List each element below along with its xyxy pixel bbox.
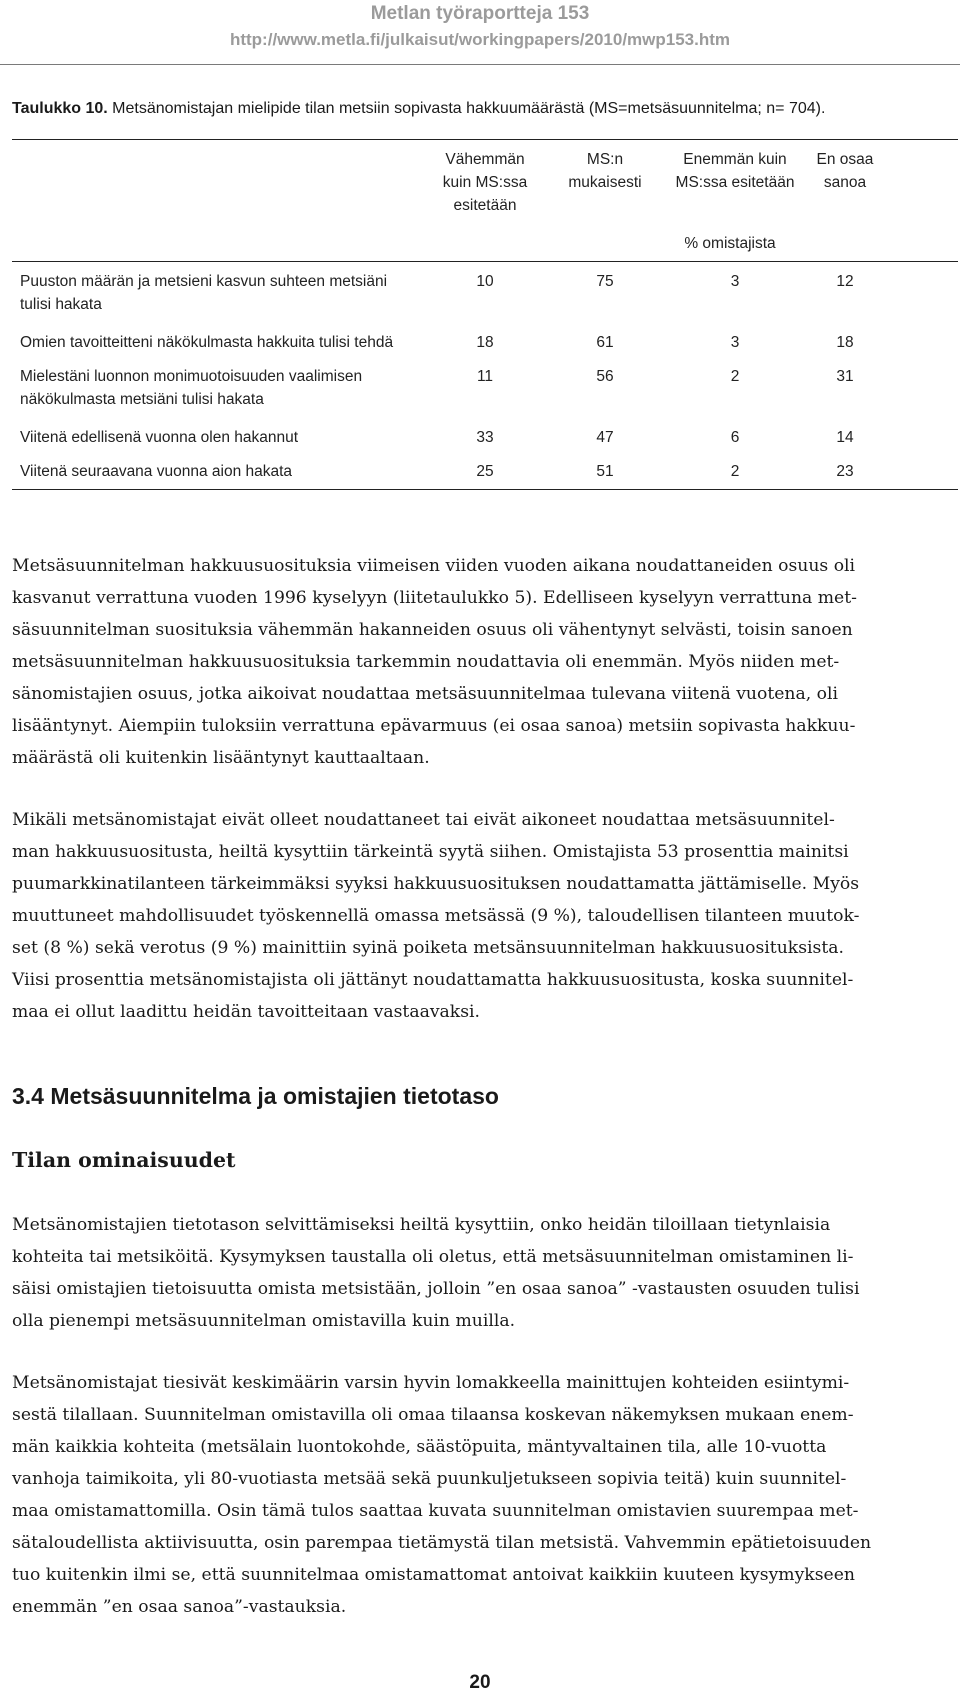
column-header-line: En osaa [816, 151, 874, 168]
cell-more: 6 [730, 429, 740, 446]
cell-less: 11 [476, 368, 494, 385]
column-header-line: sanoa [823, 174, 867, 191]
table-header-rule [12, 261, 958, 262]
cell-as-planned: 56 [596, 368, 614, 385]
cell-more: 3 [730, 334, 740, 351]
text-line: sestä tilallaan. Suunnitelman omistavilla oli omaa tilaansa koskevan näkemyksen mukaan enem- [12, 1405, 854, 1425]
text-line: Metsänomistajien tietotason selvittämiseksi heiltä kysyttiin, onko heidän tiloillaan tietynlaisia [12, 1215, 831, 1235]
cell-as-planned: 47 [596, 429, 614, 446]
table-caption [12, 100, 825, 118]
text-line: man hakkuusuositusta, heiltä kysyttiin tärkeintä syytä siihen. Omistajista 53 prosenttia mainitsi [12, 842, 849, 862]
series-title: Metlan työraportteja 153 [370, 3, 590, 24]
cell-less: 18 [476, 334, 494, 351]
table-caption-number: Taulukko 10. [12, 100, 108, 117]
column-header-line: Enemmän kuin [683, 151, 787, 168]
text-line: puumarkkinatilanteen tärkeimmäksi syyksi hakkuusuosituksen noudattamatta jättämiselle. Myös [12, 874, 860, 894]
column-header-line: MS:n [586, 151, 624, 168]
text-line: maa ei ollut laadittu heidän tavoitteitaan vastaavaksi. [12, 1002, 480, 1022]
cell-more: 3 [730, 273, 740, 290]
paragraph [12, 1367, 958, 1623]
column-header-line: esitetään [453, 197, 517, 214]
paragraph [12, 550, 958, 774]
text-line: Mikäli metsänomistajat eivät olleet noudattaneet tai eivät aikoneet noudattaa metsäsuunnitel- [12, 810, 835, 830]
column-header-line: kuin MS:ssa [442, 174, 528, 191]
text-line: säsuunnitelman suosituksia vähemmän hakanneiden osuus oli vähentynyt selvästi, toisin sanoen [12, 620, 853, 640]
row-label [20, 270, 440, 316]
text-line: metsäsuunnitelman hakkuusuosituksia tarkemmin noudattavia oli enemmän. Myös niiden met- [12, 652, 840, 672]
text-line: sätaloudellista aktiivisuutta, osin parempaa tietämystä tilan metsistä. Vahvemmin epätietoisuuden [12, 1533, 872, 1553]
column-header-line: Vähemmän [445, 151, 525, 168]
column-header-line: mukaisesti [568, 174, 642, 191]
cell-more: 2 [730, 368, 740, 385]
cell-as-planned: 51 [596, 463, 614, 480]
table-caption-text: Metsänomistajan mielipide tilan metsiin sopivasta hakkuumäärästä (MS=metsäsuunnitelma; n= 704). [107, 100, 826, 117]
text-line: Metsäsuunnitelman hakkuusuosituksia viimeisen viiden vuoden aikana noudattaneiden osuus oli [12, 556, 856, 576]
text-line: kohteita tai metsiköitä. Kysymyksen taustalla oli oletus, että metsäsuunnitelman omistaminen li- [12, 1247, 854, 1267]
cell-less: 10 [476, 273, 494, 290]
text-line: män kaikkia kohteita (metsälain luontokohde, säästöpuita, mäntyvaltainen tila, alle 10-vuotta [12, 1437, 827, 1457]
text-line: Viisi prosenttia metsänomistajista oli jättänyt noudattamatta hakkuusuositusta, koska suunnitel- [12, 970, 854, 990]
cell-as-planned: 75 [596, 273, 614, 290]
row-label-line: tulisi hakata [20, 296, 102, 313]
row-label [20, 460, 440, 483]
paragraph [12, 1209, 958, 1337]
row-label-line: näkökulmasta metsiäni tulisi hakata [20, 391, 264, 408]
row-label-line: Puuston määrän ja metsieni kasvun suhteen metsiäni [20, 273, 388, 290]
text-line: maa omistamattomilla. Osin tämä tulos saattaa kuvata suunnitelman omistavien suurempaa met- [12, 1501, 859, 1521]
paragraph [12, 804, 958, 1028]
series-url[interactable]: http://www.metla.fi/julkaisut/workingpapers/2010/mwp153.htm [229, 30, 731, 49]
cell-dont-know: 31 [836, 368, 854, 385]
subsection-heading: Tilan ominaisuudet [12, 1148, 236, 1172]
text-line: säisi omistajien tietoisuutta omista metsistään, jolloin ”en osaa sanoa” -vastausten osuuden tulisi [12, 1279, 860, 1299]
row-label [20, 331, 440, 354]
column-header-line: MS:ssa esitetään [675, 174, 795, 191]
cell-dont-know: 18 [836, 334, 854, 351]
text-line: kasvanut verrattuna vuoden 1996 kyselyyn (liitetaulukko 5). Edelliseen kyselyyn verrattuna met- [12, 588, 857, 608]
cell-as-planned: 61 [596, 334, 614, 351]
text-line: lisääntynyt. Aiempiin tuloksiin verrattuna epävarmuus (ei osaa sanoa) metsiin sopivasta hakkuu- [12, 716, 856, 736]
cell-dont-know: 12 [836, 273, 854, 290]
table-top-rule [12, 139, 958, 140]
row-label [20, 426, 440, 449]
cell-more: 2 [730, 463, 740, 480]
header-divider [0, 64, 960, 65]
cell-less: 25 [476, 463, 494, 480]
cell-dont-know: 23 [836, 463, 854, 480]
row-label-line: Mielestäni luonnon monimuotoisuuden vaalimisen [20, 368, 363, 385]
text-line: set (8 %) sekä verotus (9 %) mainittiin syinä poiketa metsänsuunnitelman hakkuusuosituksista. [12, 938, 844, 958]
text-line: sänomistajien osuus, jotka aikoivat noudattaa metsäsuunnitelmaa tulevana viitenä vuotena, oli [12, 684, 838, 704]
text-line: vanhoja taimikoita, yli 80-vuotiasta metsää sekä puunkuljetukseen sopivia teitä) kuin suunnitel- [12, 1469, 847, 1489]
text-line: muuttuneet mahdollisuudet työskennellä omassa metsässä (9 %), taloudellisen tilanteen muutok- [12, 906, 860, 926]
table-unit: % omistajista [684, 235, 776, 252]
cell-dont-know: 14 [836, 429, 854, 446]
column-header-dont-know [785, 148, 905, 194]
section-heading: 3.4 Metsäsuunnitelma ja omistajien tietotaso [12, 1083, 499, 1109]
text-line: olla pienempi metsäsuunnitelman omistavilla kuin muilla. [12, 1311, 516, 1331]
table-bottom-rule [12, 489, 958, 490]
text-line: tuo kuitenkin ilmi se, että suunnitelmaa omistamattomat antoivat kaikkiin kuuteen kysymykseen [12, 1565, 855, 1585]
row-label [20, 365, 440, 411]
cell-less: 33 [476, 429, 494, 446]
page-number: 20 [469, 1672, 491, 1693]
row-label-line: Viitenä seuraavana vuonna aion hakata [20, 463, 293, 480]
row-label-line: Omien tavoitteitteni näkökulmasta hakkuita tulisi tehdä [20, 334, 394, 351]
text-line: Metsänomistajat tiesivät keskimäärin varsin hyvin lomakkeella mainittujen kohteiden esiintymi- [12, 1373, 850, 1393]
text-line: määrästä oli kuitenkin lisääntynyt kauttaaltaan. [12, 748, 430, 768]
row-label-line: Viitenä edellisenä vuonna olen hakannut [20, 429, 299, 446]
text-line: enemmän ”en osaa sanoa”-vastauksia. [12, 1597, 347, 1617]
